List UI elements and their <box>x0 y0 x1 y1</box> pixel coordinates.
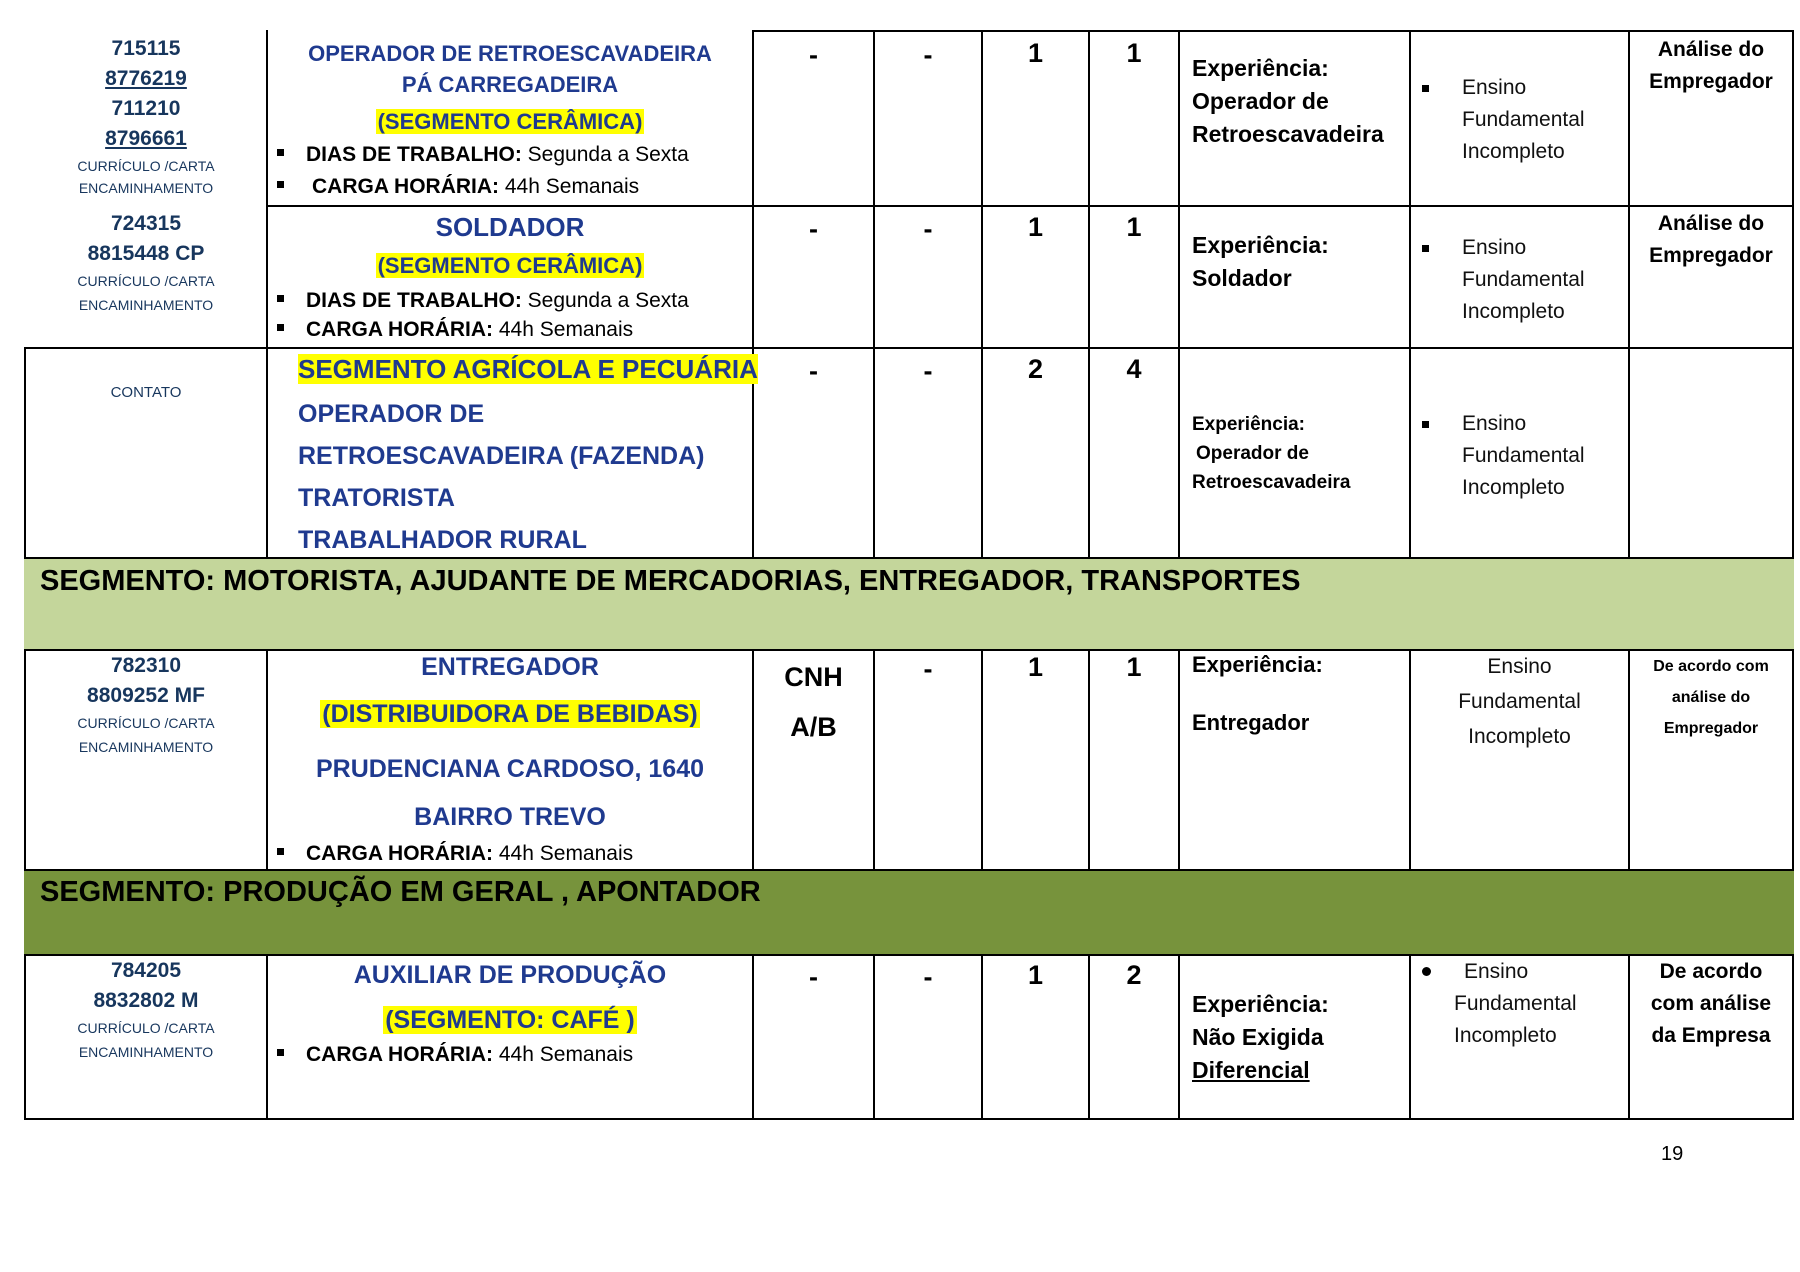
analysis <box>1630 651 1792 744</box>
bullet-icon <box>277 848 284 855</box>
col-b-value: - <box>923 654 933 684</box>
experience <box>1192 52 1384 151</box>
analysis-line: análise do <box>1671 689 1751 706</box>
job-title: AUXILIAR DE PRODUÇÃO <box>353 961 667 989</box>
col-b-value: - <box>923 356 933 386</box>
vacancy-code: 784205 <box>110 959 182 982</box>
segment-highlight <box>268 251 752 281</box>
education <box>1422 232 1585 328</box>
vacancy-codes <box>30 34 262 200</box>
experience-line: Operador de <box>1196 443 1309 464</box>
education-line: Ensino <box>1462 412 1527 435</box>
experience <box>1192 410 1350 497</box>
education <box>1411 649 1628 754</box>
bullet-label: DIAS DE TRABALHO: <box>306 289 522 312</box>
experience-label: Experiência: <box>1192 414 1305 435</box>
experience <box>1192 650 1323 738</box>
analysis-line: De acordo <box>1659 960 1763 983</box>
experience-line: Retroescavadeira <box>1192 472 1351 493</box>
address-line: BAIRRO TREVO <box>414 803 606 831</box>
col-a-value <box>754 652 873 752</box>
vacancy-codes <box>30 209 262 317</box>
segment-highlight <box>268 107 752 137</box>
experience-line: Entregador <box>1192 710 1310 735</box>
bullet-icon <box>277 149 284 156</box>
bullet-value: 44h Semanais <box>493 1043 634 1066</box>
segment-highlight-text: (SEGMENTO: CAFÉ ) <box>385 1006 635 1034</box>
analysis-line: Análise do <box>1657 38 1765 61</box>
code-note: ENCAMINHAMENTO <box>78 297 214 313</box>
col-d-value: 2 <box>1126 960 1142 990</box>
job-title-line: TRATORISTA <box>298 484 455 512</box>
education-line: Fundamental <box>1462 444 1585 467</box>
col-c-value: 1 <box>1027 212 1044 242</box>
page-number: 19 <box>1661 1143 1684 1165</box>
experience <box>1192 229 1329 295</box>
experience-line: Soldador <box>1192 265 1292 291</box>
education-line: Ensino <box>1487 655 1552 678</box>
col-d-value: 4 <box>1126 354 1142 384</box>
segment-highlight <box>298 351 758 387</box>
col-a-value: - <box>809 356 818 386</box>
vacancy-code: 715115 <box>111 37 181 60</box>
bullet-icon <box>277 181 284 188</box>
experience-label: Experiência: <box>1192 55 1329 81</box>
bullet-icon <box>1422 245 1429 252</box>
education-line: Incompleto <box>1454 1024 1557 1047</box>
col-a-value: - <box>809 214 818 244</box>
vacancy-codes <box>30 651 262 759</box>
bullet-icon <box>1422 85 1429 92</box>
education-line: Incompleto <box>1462 300 1565 323</box>
education-line: Incompleto <box>1462 140 1565 163</box>
analysis-line: Análise do <box>1657 212 1765 235</box>
vacancy-code: 782310 <box>110 654 182 677</box>
address-line: PRUDENCIANA CARDOSO, 1640 <box>315 755 705 783</box>
job-title: ENTREGADOR <box>421 653 599 681</box>
bullet-label: CARGA HORÁRIA: <box>306 842 494 865</box>
education-line: Ensino <box>1462 76 1527 99</box>
code-note: ENCAMINHAMENTO <box>78 1044 214 1060</box>
segment-highlight-text: (SEGMENTO CERÂMICA) <box>377 253 643 278</box>
bullet-icon <box>1422 967 1431 976</box>
experience-line: Não Exigida <box>1192 1024 1324 1050</box>
job-title <box>268 38 752 100</box>
bullet-item <box>277 175 639 199</box>
education-line: Ensino <box>1464 960 1529 983</box>
education-line: Incompleto <box>1468 725 1571 748</box>
vacancy-codes <box>30 956 262 1064</box>
experience-label: Experiência: <box>1192 991 1329 1017</box>
col-c-value: 1 <box>1027 960 1044 990</box>
job-title-line: PÁ CARREGADEIRA <box>401 72 619 97</box>
col-c-value: 2 <box>1027 354 1044 384</box>
col-a-value: - <box>809 962 818 992</box>
education-line: Fundamental <box>1462 268 1585 291</box>
education-line: Fundamental <box>1458 690 1581 713</box>
bullet-label: CARGA HORÁRIA: <box>312 175 500 198</box>
vacancy-code: 711210 <box>111 97 181 120</box>
bullet-icon <box>277 1049 284 1056</box>
experience-line: Operador de <box>1192 88 1329 114</box>
col-b-value: - <box>923 214 933 244</box>
bullet-item <box>277 318 633 342</box>
vacancy-code: 8832802 M <box>93 989 199 1012</box>
col-d-value: 1 <box>1126 652 1142 682</box>
experience-line: Retroescavadeira <box>1192 121 1384 147</box>
code-note: CURRÍCULO /CARTA <box>77 715 215 731</box>
bullet-value: Segunda a Sexta <box>521 289 689 312</box>
education-line: Incompleto <box>1462 476 1565 499</box>
segment-highlight-text: (DISTRIBUIDORA DE BEBIDAS) <box>322 700 698 728</box>
education <box>1422 956 1577 1052</box>
job-title-line: TRABALHADOR RURAL <box>298 526 587 554</box>
bullet-value: Segunda a Sexta <box>521 143 689 166</box>
col-d-value: 1 <box>1126 212 1142 242</box>
code-note: CURRÍCULO /CARTA <box>77 158 215 174</box>
analysis-line: com análise <box>1650 992 1772 1015</box>
analysis <box>1630 208 1792 272</box>
analysis-line: Empregador <box>1663 720 1759 737</box>
analysis-line: De acordo com <box>1653 658 1769 675</box>
analysis-line: da Empresa <box>1651 1024 1771 1047</box>
bullet-icon <box>1422 421 1429 428</box>
education-line: Fundamental <box>1454 992 1577 1015</box>
bullet-item <box>277 289 689 313</box>
job-title-line: OPERADOR DE RETROESCAVADEIRA <box>308 41 712 66</box>
bullet-icon <box>277 295 284 302</box>
vacancy-code-link[interactable]: 8776219 <box>105 67 187 90</box>
segment-title-production: SEGMENTO: PRODUÇÃO EM GERAL , APONTADOR <box>40 876 761 908</box>
license-line: CNH <box>784 662 843 692</box>
segment-highlight <box>268 697 752 731</box>
license-line: A/B <box>790 712 837 742</box>
bullet-item <box>277 1043 633 1067</box>
experience-label: Experiência: <box>1192 652 1323 677</box>
bullet-label: CARGA HORÁRIA: <box>306 318 494 341</box>
bullet-label: CARGA HORÁRIA: <box>306 1043 494 1066</box>
col-d-value: 1 <box>1126 38 1142 68</box>
code-note: ENCAMINHAMENTO <box>78 180 214 196</box>
col-a-value: - <box>809 40 818 70</box>
analysis-line: Empregador <box>1649 244 1773 267</box>
col-c-value: 1 <box>1027 38 1044 68</box>
vacancy-code: 8815448 CP <box>87 242 205 265</box>
bullet-value: 44h Semanais <box>493 318 634 341</box>
experience-line: Diferencial <box>1192 1057 1310 1083</box>
analysis <box>1630 34 1792 98</box>
code-note: CURRÍCULO /CARTA <box>77 1020 215 1036</box>
vacancy-code: 8809252 MF <box>87 684 205 707</box>
col-c-value: 1 <box>1027 652 1044 682</box>
segment-highlight-text: SEGMENTO AGRÍCOLA E PECUÁRIA <box>298 354 758 384</box>
bullet-value: 44h Semanais <box>493 842 634 865</box>
experience-label: Experiência: <box>1192 232 1329 258</box>
code-note: ENCAMINHAMENTO <box>78 739 214 755</box>
col-b-value: - <box>923 40 933 70</box>
job-title <box>298 393 704 561</box>
bullet-label: DIAS DE TRABALHO: <box>306 143 522 166</box>
job-title-line: OPERADOR DE <box>298 400 485 428</box>
job-address <box>268 745 752 841</box>
code-note: CURRÍCULO /CARTA <box>77 273 215 289</box>
job-title: SOLDADOR <box>435 212 585 242</box>
segment-highlight-text: (SEGMENTO CERÂMICA) <box>377 109 643 134</box>
job-title-line: RETROESCAVADEIRA (FAZENDA) <box>298 442 705 470</box>
bullet-item <box>277 842 633 866</box>
education <box>1422 408 1585 504</box>
bullet-value: 44h Semanais <box>499 175 640 198</box>
education <box>1422 72 1585 168</box>
analysis <box>1630 956 1792 1052</box>
contact-label: CONTATO <box>110 384 182 401</box>
education-line: Ensino <box>1462 236 1527 259</box>
education-line: Fundamental <box>1462 108 1585 131</box>
experience <box>1192 988 1329 1087</box>
segment-title-transport: SEGMENTO: MOTORISTA, AJUDANTE DE MERCADORIAS, ENTREGADOR, TRANSPORTES <box>40 565 1301 597</box>
col-b-value: - <box>923 962 933 992</box>
vacancy-code-link[interactable]: 8796661 <box>105 127 187 150</box>
vacancy-code: 724315 <box>110 212 182 235</box>
segment-highlight <box>268 1002 752 1038</box>
analysis-line: Empregador <box>1649 70 1773 93</box>
bullet-icon <box>277 324 284 331</box>
bullet-item <box>277 143 689 167</box>
